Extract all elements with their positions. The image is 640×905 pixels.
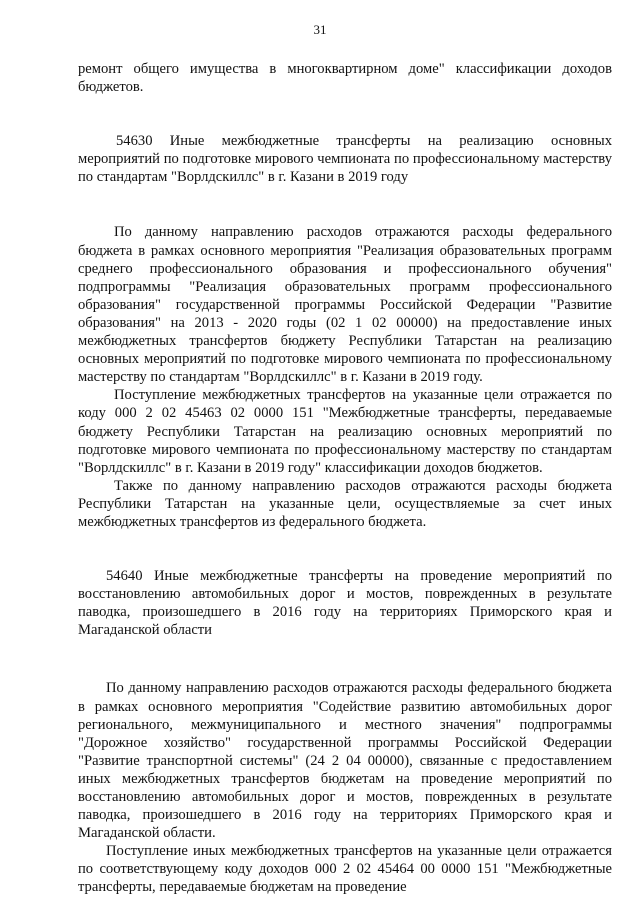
document-body	[78, 60, 612, 897]
paragraph-54630-description: По данному направлению расходов отражаются расходы федерального бюджета в рамках основного мероприятия "Реализация образовательных программ среднего профессионального образования и профессионального обучения" подпрограммы "Реализация образовательных программ профессионального образования" государственной программы Российской Федерации "Развитие образования" на 2013 - 2020 годы (02 1 02 00000) на предоставление иных межбюджетных трансфертов бюджету Республики Татарстан на реализацию основных мероприятий по подготовке мирового чемпионата по профессиональному мастерству по стандартам "Ворлдскиллс" в г. Казани в 2019 году.	[78, 224, 612, 386]
paragraph-54640-income-code: Поступление иных межбюджетных трансфертов на указанные цели отражается по соответствующему коду доходов 000 2 02 45464 00 0000 151 "Межбюджетные трансферты, передаваемые бюджетам на проведение	[78, 843, 612, 896]
section-heading-54630: 54630 Иные межбюджетные трансферты на реализацию основных мероприятий по подготовке мирового чемпионата по профессиональному мастерству по стандартам "Ворлдскиллс" в г. Казани в 2019 году	[78, 133, 612, 186]
page-number: 31	[313, 22, 327, 37]
paragraph-54630-income-code: Поступление межбюджетных трансфертов на указанные цели отражается по коду 000 2 02 45463 02 0000 151 "Межбюджетные трансферты, передаваемые бюджету Республики Татарстан на реализацию основных мероприятий по подготовке мирового чемпионата по профессиональному мастерству по стандартам "Ворлдскиллс" в г. Казани в 2019 году" классификации доходов бюджетов.	[78, 387, 612, 476]
paragraph-54640-description: По данному направлению расходов отражаются расходы федерального бюджета в рамках основного мероприятия "Содействие развитию автомобильных дорог регионального, межмуниципального и местного значения" подпрограммы "Дорожное хозяйство" государственной программы Российской Федерации "Развитие транспортной системы" (24 2 04 00000), связанные с предоставлением иных межбюджетных трансфертов бюджетам на проведение мероприятий по восстановлению автомобильных дорог и мостов, поврежденных в результате паводка, произошедшего в 2016 году на территориях Приморского края и Магаданской области.	[78, 680, 612, 842]
paragraph-continuation: ремонт общего имущества в многоквартирном доме" классификации доходов бюджетов.	[78, 61, 612, 96]
section-heading-54640: 54640 Иные межбюджетные трансферты на проведение мероприятий по восстановлению автомобильных дорог и мостов, поврежденных в результате паводка, произошедшего в 2016 году на территориях Приморского края и Магаданской области	[78, 568, 612, 639]
paragraph-54630-tatarstan: Также по данному направлению расходов отражаются расходы бюджета Республики Татарстан на указанные цели, осуществляемые за счет иных межбюджетных трансфертов из федерального бюджета.	[78, 477, 612, 530]
